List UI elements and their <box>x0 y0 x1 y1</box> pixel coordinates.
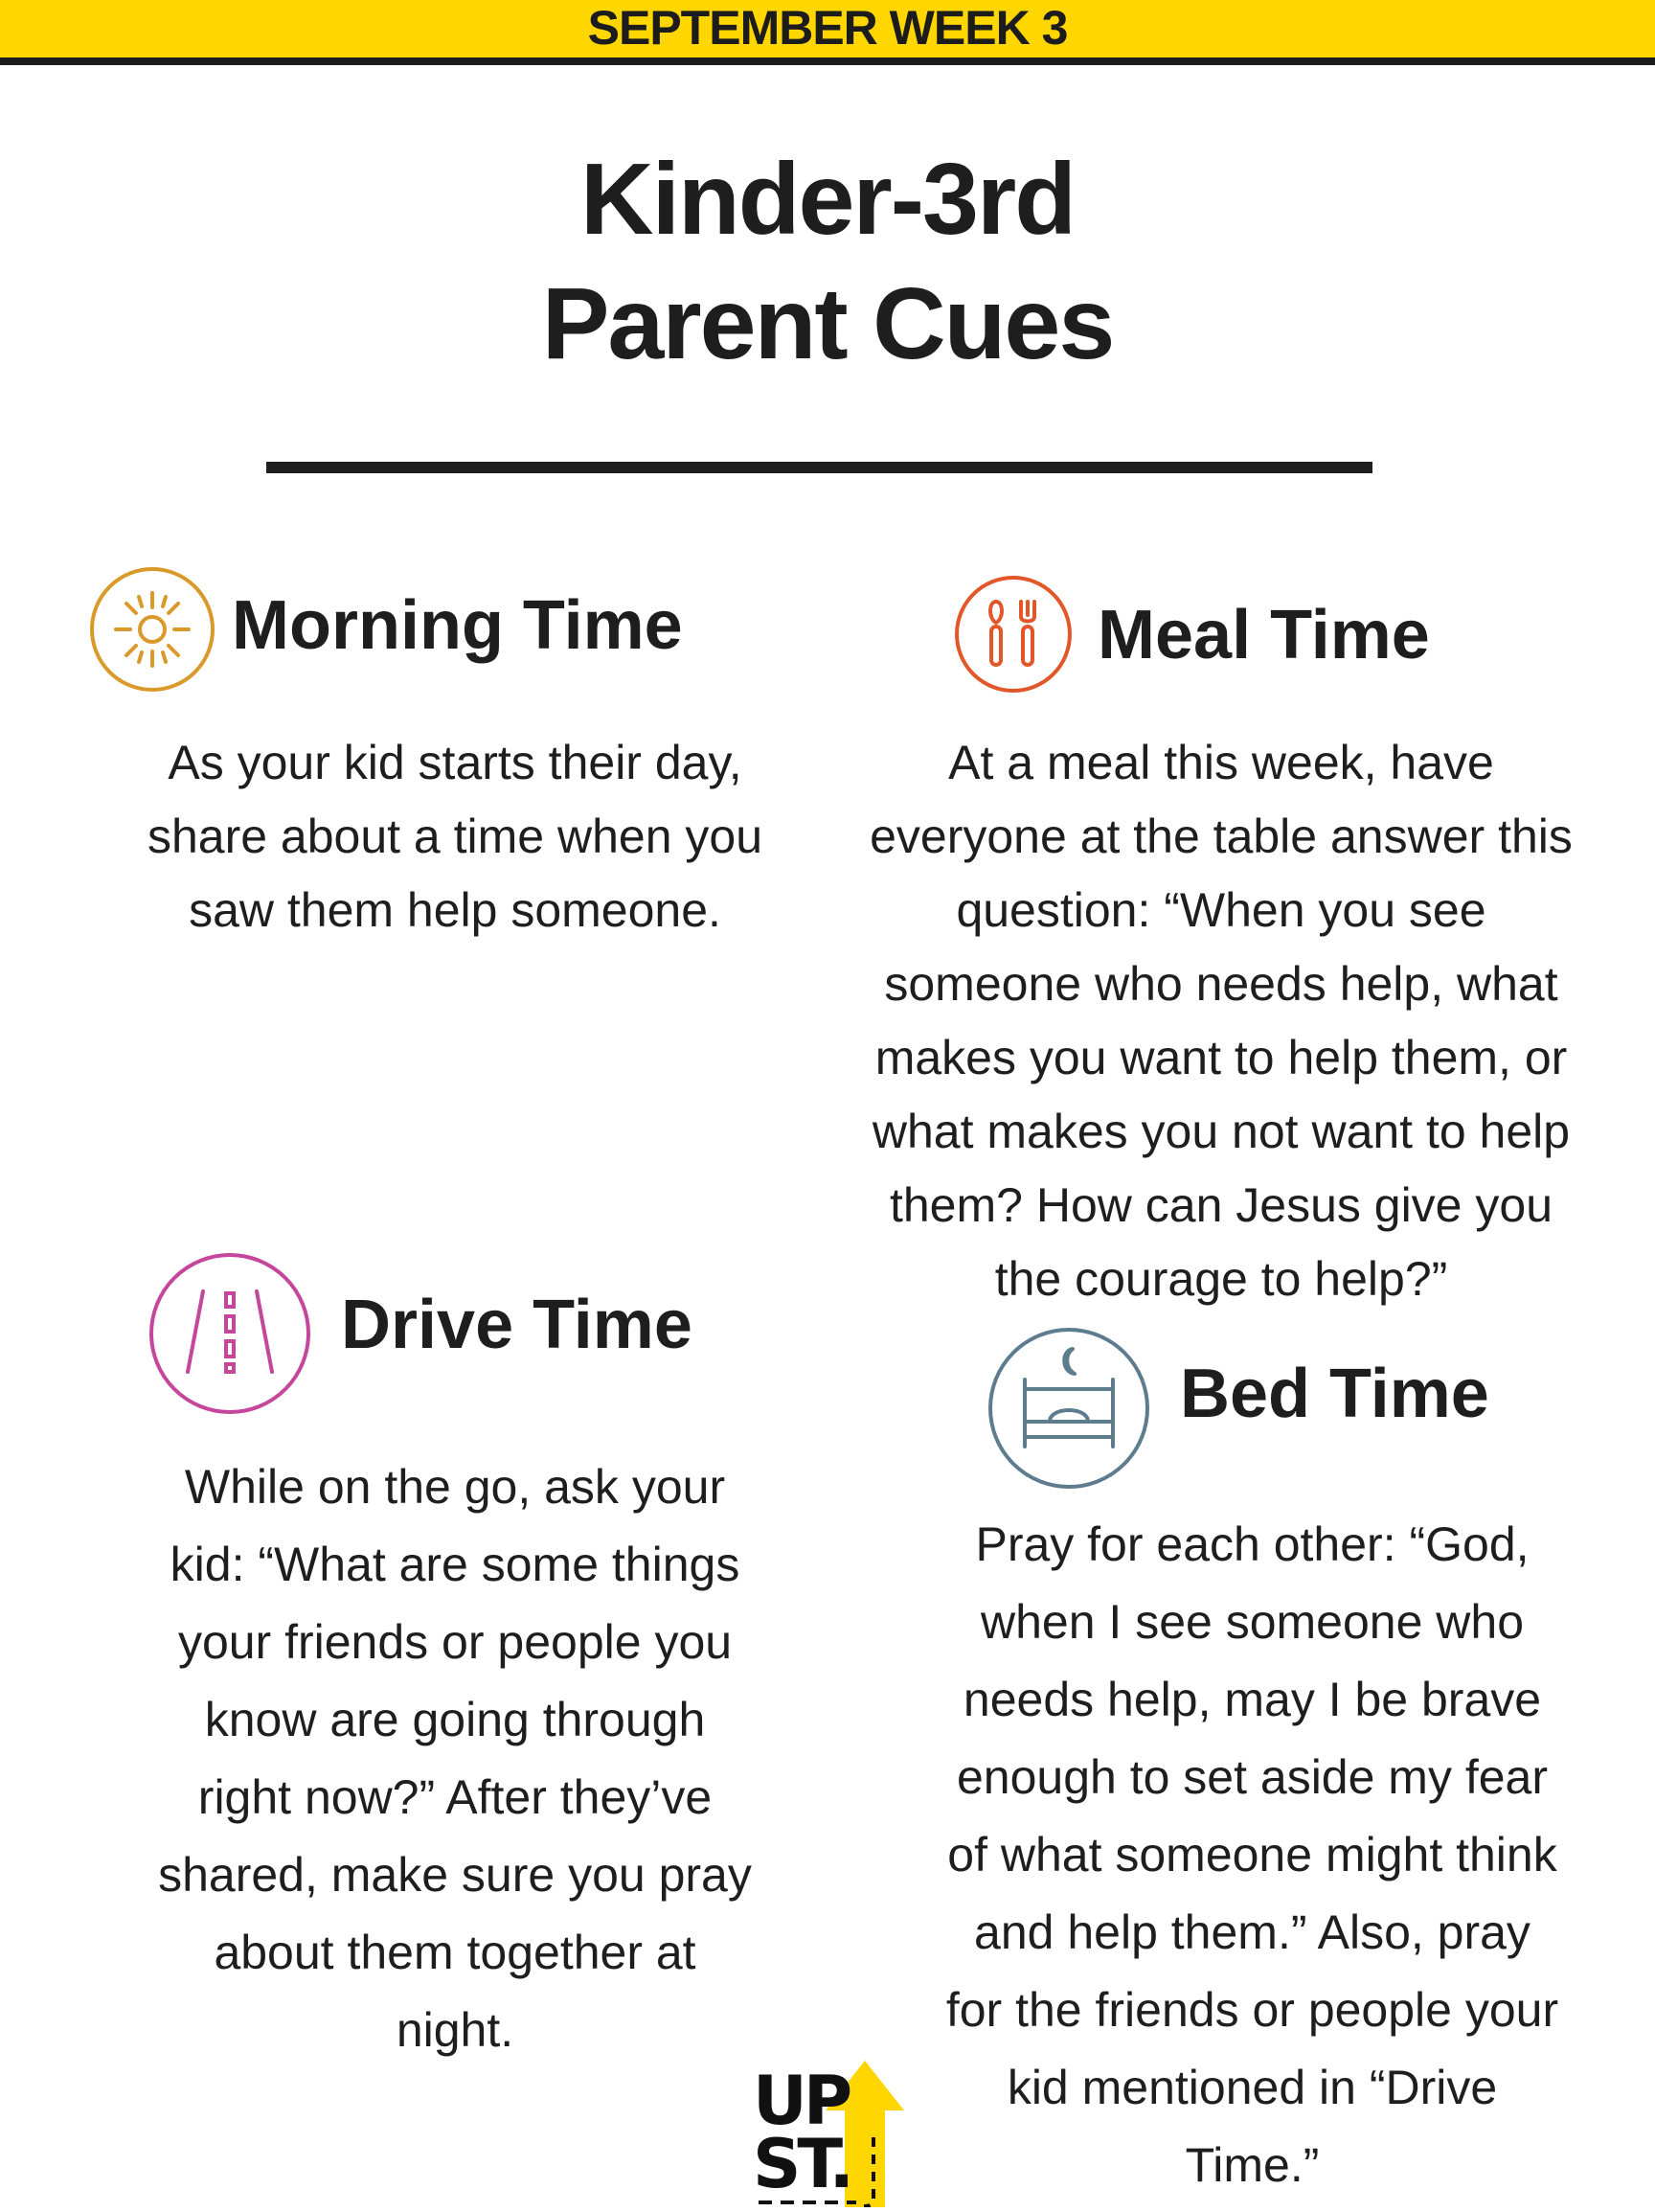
bed-line: enough to set aside my fear <box>956 1750 1549 1804</box>
meal-line: the courage to help?” <box>994 1252 1448 1306</box>
banner-rule <box>0 57 1655 65</box>
week-banner <box>0 0 1655 57</box>
week-label: SEPTEMBER WEEK 3 <box>587 1 1068 55</box>
page-title-line-1: Kinder-3rd <box>580 143 1075 256</box>
drive-line: night. <box>396 2003 514 2057</box>
meal-line: them? How can Jesus give you <box>889 1178 1553 1232</box>
morning-heading: Morning Time <box>232 587 683 664</box>
upstreet-logo <box>751 2055 933 2207</box>
meal-line: makes you want to help them, or <box>874 1031 1568 1084</box>
drive-heading: Drive Time <box>341 1287 692 1363</box>
drive-line: your friends or people you <box>177 1615 733 1669</box>
drive-line: know are going through <box>204 1693 706 1746</box>
meal-heading: Meal Time <box>1098 597 1430 673</box>
page-title-line-2: Parent Cues <box>541 267 1114 380</box>
morning-line: As your kid starts their day, <box>168 736 742 789</box>
meal-line: what makes you not want to help <box>872 1105 1571 1158</box>
drive-text <box>96 1448 814 2069</box>
bed-text <box>862 1506 1643 2204</box>
meal-line: someone who needs help, what <box>884 957 1558 1011</box>
bed-heading: Bed Time <box>1180 1356 1489 1432</box>
meal-line: question: “When you see <box>956 883 1486 937</box>
title-divider <box>266 462 1372 473</box>
bed-line: when I see someone who <box>980 1595 1525 1649</box>
morning-line: share about a time when you <box>147 810 763 863</box>
drive-line: kid: “What are some things <box>170 1538 740 1591</box>
meal-text <box>824 726 1619 1316</box>
drive-line: While on the go, ask your <box>184 1460 726 1514</box>
logo-text-bottom: ST. <box>753 2125 851 2203</box>
sun-icon <box>88 565 216 694</box>
road-icon <box>147 1251 312 1416</box>
meal-line: everyone at the table answer this <box>870 810 1573 863</box>
bed-icon <box>986 1326 1151 1491</box>
logo-text-top: UP <box>753 2062 850 2140</box>
bed-line: of what someone might think <box>947 1828 1557 1881</box>
drive-line: shared, make sure you pray <box>158 1848 752 1902</box>
bed-line: Time.” <box>1185 2138 1320 2192</box>
utensils-icon <box>954 575 1073 694</box>
bed-line: needs help, may I be brave <box>963 1673 1542 1726</box>
bed-line: and help them.” Also, pray <box>974 1905 1530 1959</box>
drive-line: right now?” After they’ve <box>197 1770 713 1824</box>
morning-text <box>86 726 824 947</box>
meal-line: At a meal this week, have <box>948 736 1494 789</box>
bed-line: kid mentioned in “Drive <box>1007 2061 1498 2114</box>
bed-line: for the friends or people your <box>945 1983 1559 2037</box>
drive-line: about them together at <box>214 1926 696 1979</box>
morning-line: saw them help someone. <box>189 883 721 937</box>
bed-line: Pray for each other: “God, <box>975 1517 1530 1571</box>
